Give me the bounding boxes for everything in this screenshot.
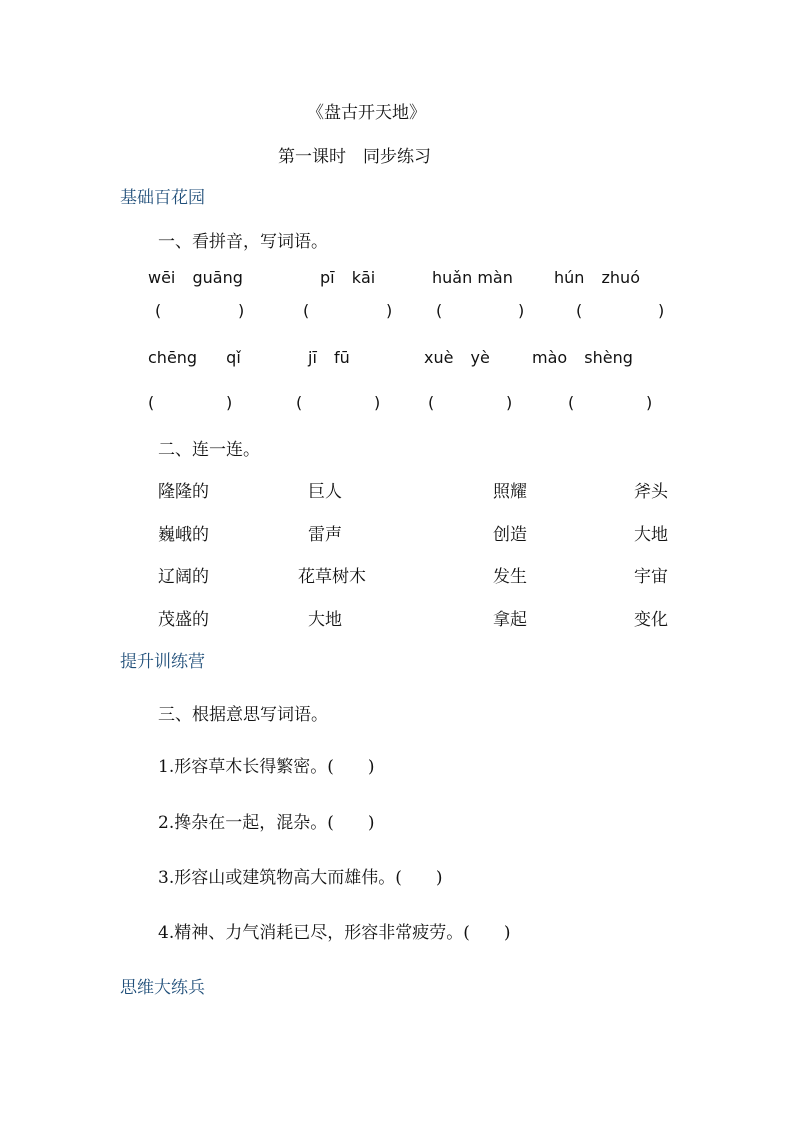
answer-blank-open: ( — [568, 393, 575, 412]
pinyin-1: wēi guāng — [148, 268, 243, 287]
match-verb-3: 发生 — [493, 567, 527, 587]
match-noun-2: 大地 — [634, 525, 668, 545]
answer-blank-open: ( — [436, 301, 443, 320]
section-heading-advanced: 提升训练营 — [120, 652, 205, 672]
pinyin-3: huǎn màn — [432, 268, 513, 287]
answer-blank-close: ) — [374, 393, 381, 412]
match-verb-2: 创造 — [493, 525, 527, 545]
pinyin-6: jī fū — [308, 348, 350, 367]
match-mid-3: 花草树木 — [298, 567, 366, 587]
section-heading-basic: 基础百花园 — [120, 188, 205, 208]
pinyin-7: xuè yè — [424, 348, 490, 367]
match-noun-3: 宇宙 — [634, 567, 668, 587]
section-heading-thinking: 思维大练兵 — [120, 978, 205, 998]
pinyin-2: pī kāi — [320, 268, 376, 287]
match-noun-1: 斧头 — [634, 482, 668, 502]
question-1-title: 一、看拼音，写词语。 — [158, 232, 328, 252]
definition-item-2: 2.搀杂在一起，混杂。( ) — [158, 813, 375, 833]
answer-blank-close: ) — [226, 393, 233, 412]
answer-blank-open: ( — [155, 301, 162, 320]
definition-item-4: 4.精神、力气消耗已尽，形容非常疲劳。( ) — [158, 923, 511, 943]
document-subtitle: 第一课时 同步练习 — [278, 147, 431, 167]
answer-blank-open: ( — [303, 301, 310, 320]
answer-blank-close: ) — [658, 301, 665, 320]
match-left-3: 辽阔的 — [158, 567, 209, 587]
answer-blank-open: ( — [148, 393, 155, 412]
answer-blank-open: ( — [576, 301, 583, 320]
pinyin-4: hún zhuó — [554, 268, 640, 287]
document-title: 《盘古开天地》 — [307, 103, 426, 123]
match-left-2: 巍峨的 — [158, 525, 209, 545]
question-2-title: 二、连一连。 — [158, 440, 260, 460]
pinyin-8: mào shèng — [532, 348, 633, 367]
match-verb-1: 照耀 — [493, 482, 527, 502]
match-left-1: 隆隆的 — [158, 482, 209, 502]
answer-blank-close: ) — [238, 301, 245, 320]
match-mid-1: 巨人 — [308, 482, 342, 502]
question-3-title: 三、根据意思写词语。 — [158, 705, 328, 725]
match-verb-4: 拿起 — [493, 610, 527, 630]
answer-blank-close: ) — [518, 301, 525, 320]
match-mid-2: 雷声 — [308, 525, 342, 545]
answer-blank-close: ) — [386, 301, 393, 320]
answer-blank-close: ) — [646, 393, 653, 412]
pinyin-5: chēng qǐ — [148, 348, 241, 367]
match-noun-4: 变化 — [634, 610, 668, 630]
definition-item-1: 1.形容草木长得繁密。( ) — [158, 757, 375, 777]
match-left-4: 茂盛的 — [158, 610, 209, 630]
answer-blank-open: ( — [428, 393, 435, 412]
answer-blank-close: ) — [506, 393, 513, 412]
answer-blank-open: ( — [296, 393, 303, 412]
match-mid-4: 大地 — [308, 610, 342, 630]
definition-item-3: 3.形容山或建筑物高大而雄伟。( ) — [158, 868, 443, 888]
